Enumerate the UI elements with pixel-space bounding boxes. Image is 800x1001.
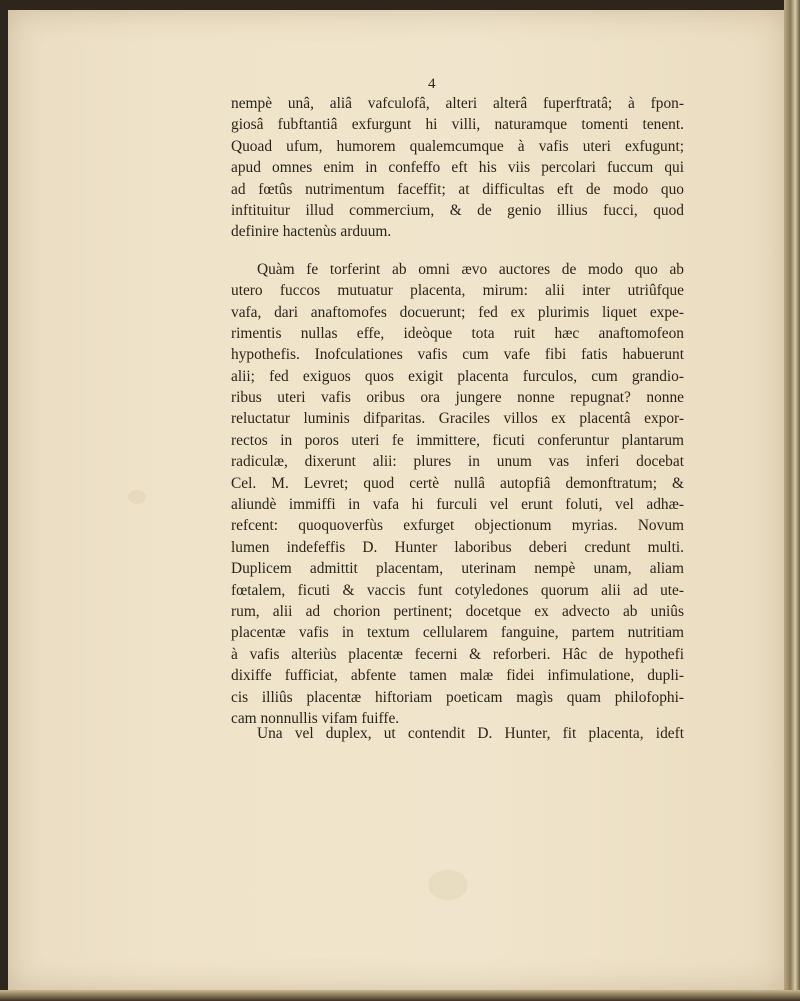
text-line: Duplicem admittit placentam, uterinam nempè unam, aliam [231,560,684,578]
text-line: utero fuccos mutuatur placenta, mirum: alii inter utriûfque [231,282,684,300]
page-number: 4 [428,76,436,92]
text-line: refcent: quoquoverfùs exfurget objectionum myrias. Novum [231,517,684,535]
text-line: aliundè immiffi in vafa hi furculi vel erunt foluti, vel adhæ- [231,496,684,514]
text-line: inftituitur illud commercium, & de genio illius fucci, quod [231,201,684,219]
text-line: reluctatur luminis difparitas. Graciles villos ex placentâ expor- [231,410,684,428]
text-line: apud omnes enim in confeffo eft his viis percolari fuccum qui [231,159,684,177]
text-line: radiculæ, dixerunt alii: plures in unum vas inferi docebat [231,453,684,471]
paragraph [231,259,684,730]
text-line: ribus uteri vafis oribus ora jungere nonne repugnat? nonne [231,389,684,407]
text-line: ad fœtûs nutrimentum faceffit; at difficultas eft de modo quo [231,180,684,198]
text-line: rimentis nullas effe, ideòque tota ruit hæc anaftomofeon [231,324,684,342]
text-line: lumen indefeffis D. Hunter laboribus deberi credunt multi. [231,538,684,556]
paper-stain [428,870,468,900]
paragraph [231,93,684,243]
text-line: hypothefis. Inofculationes vafis cum vafe fibi fatis habuerunt [231,346,684,364]
page-edge [0,990,800,1001]
paper-stain [128,490,146,504]
body-text [231,93,684,729]
text-line: cam nonnullis vifam fuiffe. [231,709,400,727]
text-line: dixiffe fufficiat, abfente tamen malæ fidei infimulatione, dupli- [231,667,684,685]
text-line: Quàm fe torferint ab omni ævo auctores de modo quo ab [257,260,684,278]
text-line: alii; fed exiguos quos exigit placenta furculos, cum grandio- [231,367,684,385]
paragraph-gap [231,243,684,259]
page-edge [784,0,800,1001]
text-line: Quoad ufum, humorem qualemcumque à vafis uteri exfugunt; [231,137,684,155]
catchline: Una vel duplex, ut contendit D. Hunter, fit placenta, ideft [257,725,684,742]
text-line: rum, alii ad chorion pertinent; docetque ex advecto ab uniûs [231,602,684,620]
text-line: fœtalem, ficuti & vaccis funt cotyledones quorum alii ad ute- [231,581,684,599]
text-line: cis illiûs placentæ hiftoriam poeticam magìs quam philofophi- [231,688,684,706]
text-line: definire hactenùs arduum. [231,223,392,241]
text-line: vafa, dari anaftomofes docuerunt; fed ex plurimis liquet expe- [231,303,684,321]
text-line: rectos in poros uteri fe immittere, ficuti conferuntur plantarum [231,431,684,449]
text-line: nempè unâ, aliâ vafculofâ, alteri alterâ fuperftratâ; à fpon- [231,95,684,112]
text-line: giosâ fubftantiâ exfurgunt hi villi, naturamque tomenti tenent. [231,116,684,134]
text-line: placentæ vafis in textum cellularem fanguine, partem nutritiam [231,624,684,642]
text-line: Cel. M. Levret; quod certè nullâ autopfiâ demonftratum; & [231,474,684,492]
text-line: à vafis alteriùs placentæ fecerni & reforberi. Hâc de hypothefi [231,645,684,663]
